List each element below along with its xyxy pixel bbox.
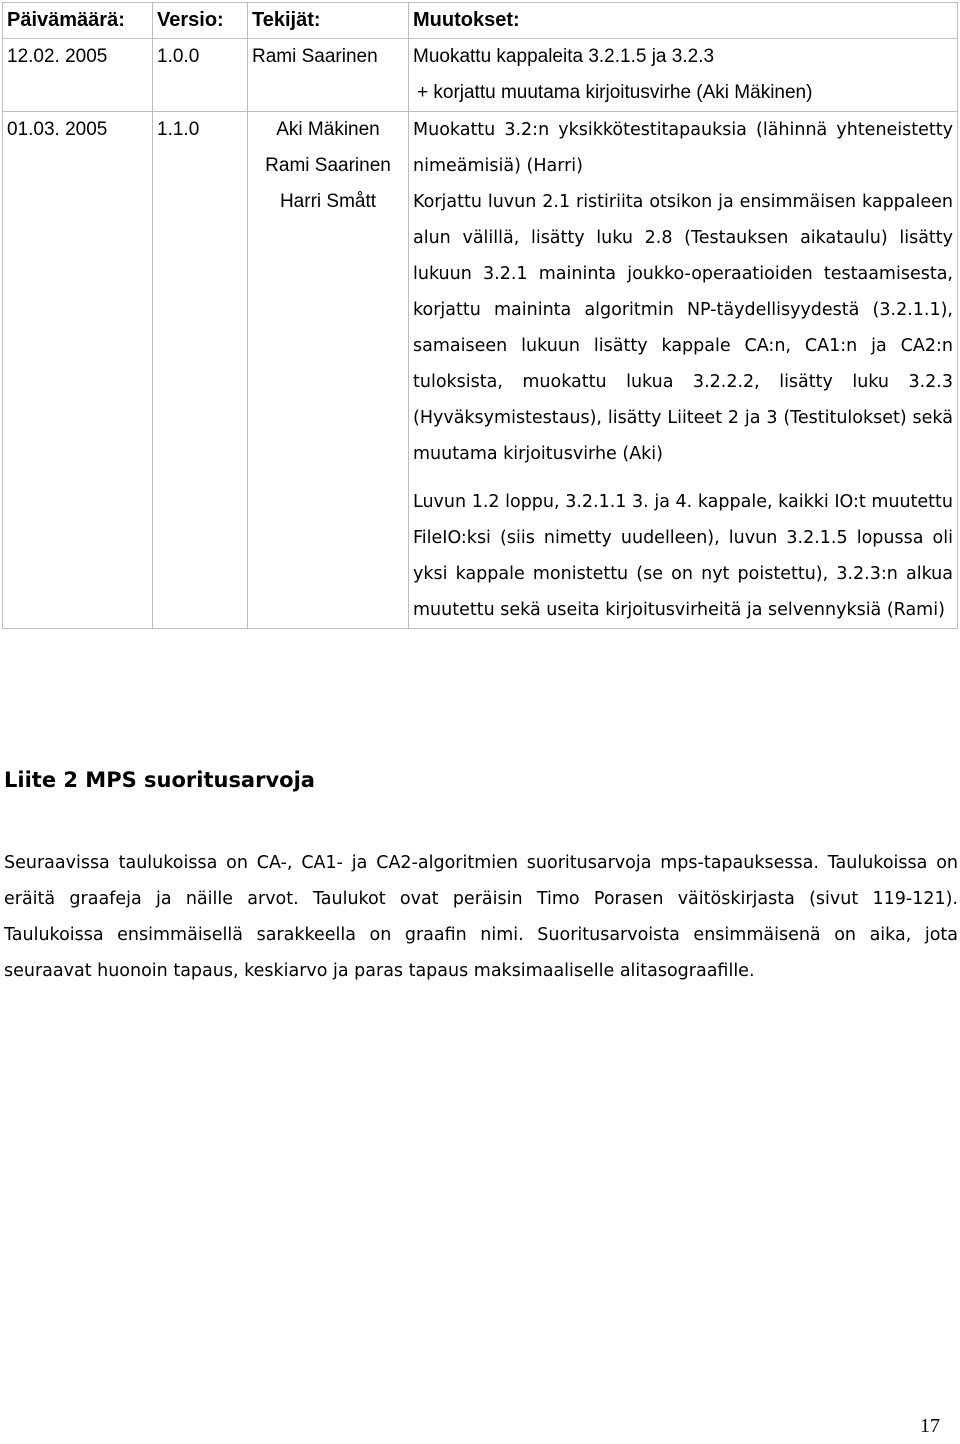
header-authors: Tekijät: — [248, 3, 409, 39]
section-paragraph: Seuraavissa taulukoissa on CA-, CA1- ja CA2-algoritmien suoritusarvoja mps-tapauksessa. Taulukoissa on eräitä graafeja ja näille arvot. Taulukot ovat peräisin Timo Porasen väitöskirjasta (sivut 119-121). Taulukoissa ensimmäisellä sarakkeella on graafin nimi. Suoritusarvoista ensimmäisenä on aika, jota seuraavat huonoin tapaus, keskiarvo ja paras tapaus maksimaaliselle alitasograafille. — [4, 853, 958, 981]
row2-change-para1: Muokattu 3.2:n yksikkötestitapauksia (lähinnä yhteneistetty nimeämisiä) (Harri) — [413, 120, 953, 176]
header-version: Versio: — [153, 3, 248, 39]
row1-change-line1: Muokattu kappaleita 3.2.1.5 ja 3.2.3 — [413, 46, 715, 67]
table-row — [3, 39, 958, 112]
paragraph-gap — [413, 472, 953, 484]
row2-version: 1.1.0 — [153, 112, 248, 629]
page-number: 17 — [920, 1415, 940, 1437]
row1-version: 1.0.0 — [153, 39, 248, 112]
revision-history-table — [2, 2, 958, 629]
section-heading: Liite 2 MPS suoritusarvoja — [4, 768, 315, 792]
table-row — [3, 112, 958, 629]
header-date: Päivämäärä: — [3, 3, 153, 39]
row2-change-para3: Luvun 1.2 loppu, 3.2.1.1 3. ja 4. kappale, kaikki IO:t muutettu FileIO:ksi (siis nimetty uudelleen), luvun 3.2.1.5 lopussa oli yksi kappale monistettu (se on nyt poistettu), 3.2.3:n alkua muutettu sekä useita kirjoitusvirheitä ja selvennyksiä (Rami) — [413, 492, 953, 620]
row1-author: Rami Saarinen — [248, 39, 409, 112]
row2-date: 01.03. 2005 — [3, 112, 153, 629]
row1-date: 12.02. 2005 — [3, 39, 153, 112]
row2-change-para2: Korjattu luvun 2.1 ristiriita otsikon ja ensimmäisen kappaleen alun välillä, lisätty luku 2.8 (Testauksen aikataulu) lisätty lukuun 3.2.1 maininta joukko-operaatioiden testaamisesta, korjattu maininta algoritmin NP-täydellisyydestä (3.2.1.1), samaiseen lukuun lisätty kappale CA:n, CA1:n ja CA2:n tuloksista, muokattu lukua 3.2.2.2, lisätty luku 3.2.3 (Hyväksymistestaus), lisätty Liiteet 2 ja 3 (Testitulokset) sekä muutama kirjoitusvirhe (Aki) — [413, 192, 953, 464]
row1-changes — [409, 39, 958, 112]
row2-author-2: Rami Saarinen — [265, 155, 391, 176]
row2-author-1: Aki Mäkinen — [276, 119, 380, 140]
row2-authors — [248, 112, 409, 629]
row2-author-3: Harri Smått — [279, 191, 377, 212]
row2-changes — [409, 112, 958, 629]
row1-change-line2: + korjattu muutama kirjoitusvirhe (Aki Mäkinen) — [417, 82, 813, 103]
header-changes: Muutokset: — [409, 3, 958, 39]
table-header-row — [3, 3, 958, 39]
